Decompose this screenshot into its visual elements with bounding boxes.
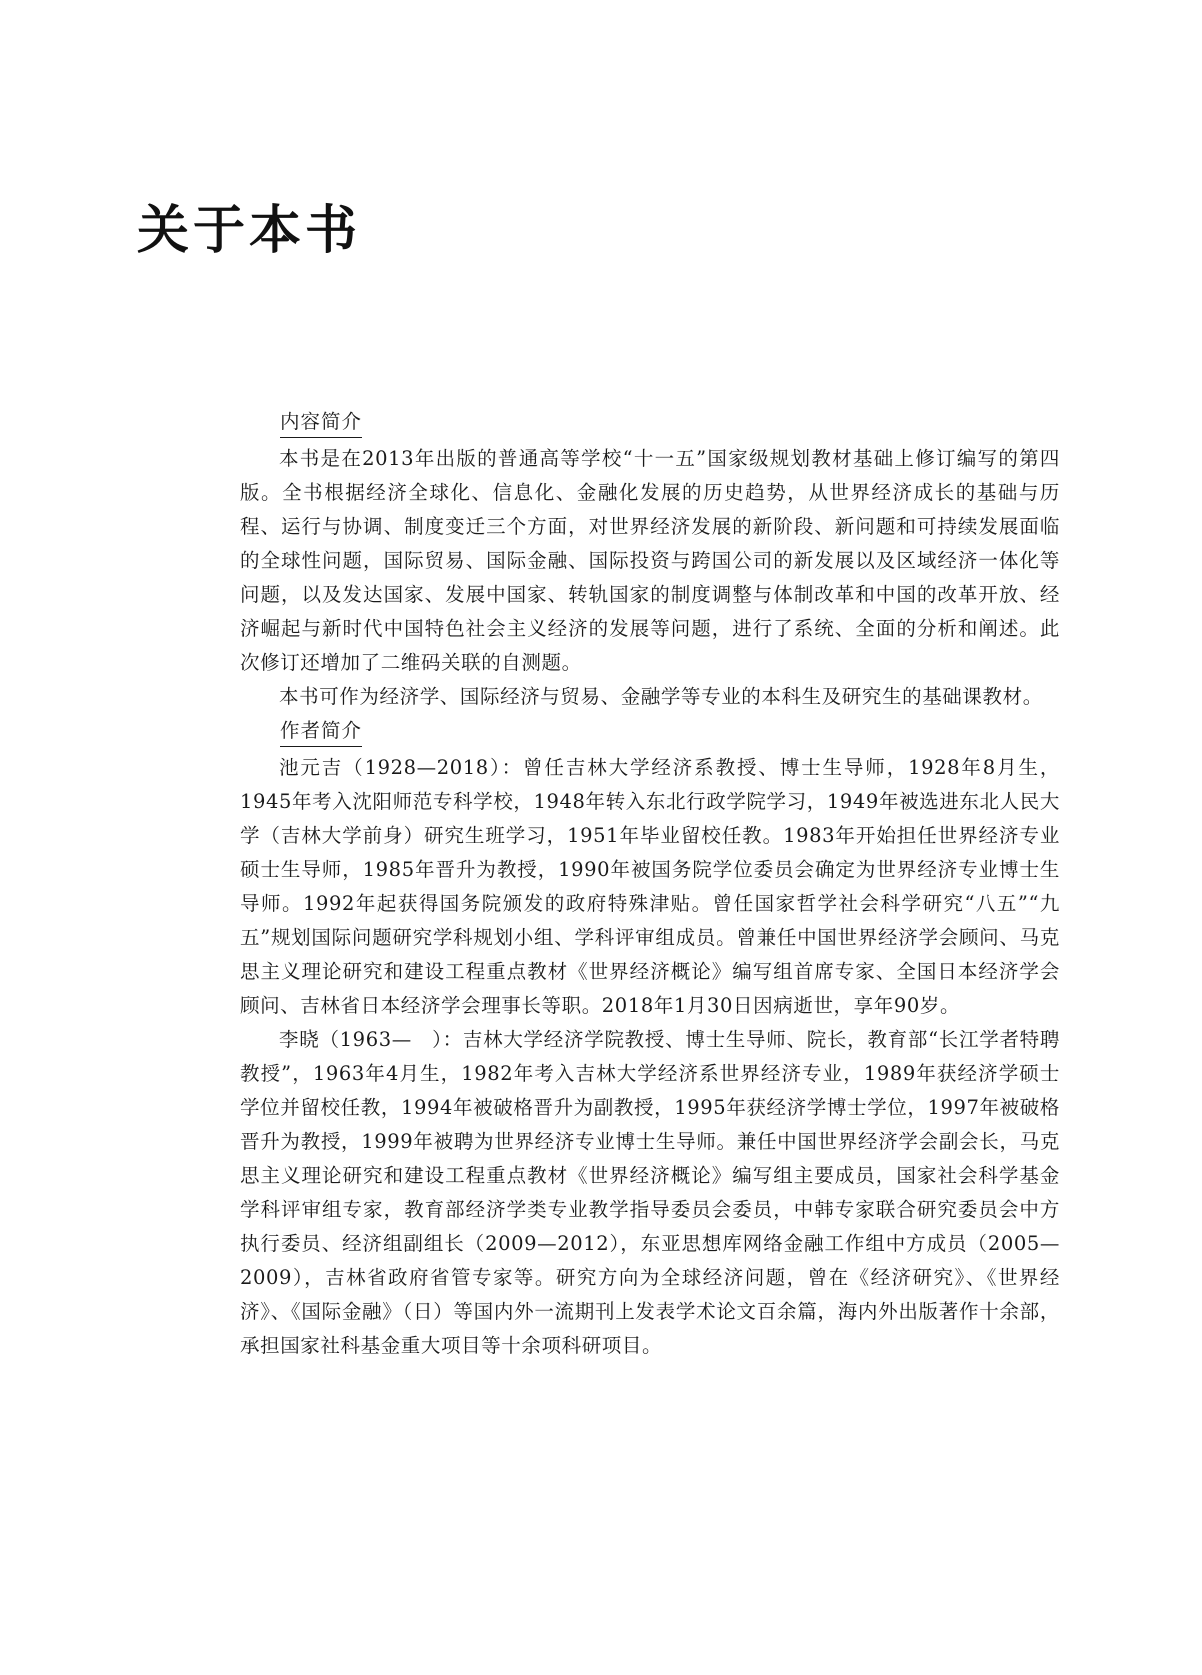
intro-heading: 内容简介 — [280, 407, 362, 438]
intro-section — [240, 405, 1060, 714]
intro-paragraph: 本书可作为经济学、国际经济与贸易、金融学等专业的本科生及研究生的基础课教材。 — [279, 685, 1043, 708]
author-bio-li-xiao: 李晓（1963— ）：吉林大学经济学院教授、博士生导师、院长，教育部“长江学者特聘教授”，1963年4月生，1982年考入吉林大学经济系世界经济专业，1989年获经济学硕士学位并留校任教，1994年被破格晋升为副教授，1995年获经济学博士学位，1997年被破格晋升为教授，1999年被聘为世界经济专业博士生导师。兼任中国世界经济学会副会长，马克思主义理论研究和建设工程重点教材《世界经济概论》编写组主要成员，国家社会科学基金学科评审组专家，教育部经济学类专业教学指导委员会委员，中韩专家联合研究委员会中方执行委员、经济组副组长（2009—2012），东亚思想库网络金融工作组中方成员（2005—2009），吉林省政府省管专家等。研究方向为全球经济问题，曾在《经济研究》、《世界经济》、《国际金融》（日）等国内外一流期刊上发表学术论文百余篇，海内外出版著作十余部，承担国家社科基金重大项目等十余项科研项目。 — [240, 1028, 1060, 1357]
authors-heading: 作者简介 — [280, 716, 362, 747]
intro-paragraph: 本书是在2013年出版的普通高等学校“十一五”国家级规划教材基础上修订编写的第四版。全书根据经济全球化、信息化、金融化发展的历史趋势，从世界经济成长的基础与历程、运行与协调、制度变迁三个方面，对世界经济发展的新阶段、新问题和可持续发展面临的全球性问题，国际贸易、国际金融、国际投资与跨国公司的新发展以及区域经济一体化等问题，以及发达国家、发展中国家、转轨国家的制度调整与体制改革和中国的改革开放、经济崛起与新时代中国特色社会主义经济的发展等问题，进行了系统、全面的分析和阐述。此次修订还增加了二维码关联的自测题。 — [240, 447, 1060, 674]
authors-section — [240, 714, 1060, 1363]
page-content — [240, 405, 1060, 1363]
author-bio-chi-yuanji: 池元吉（1928—2018）：曾任吉林大学经济系教授、博士生导师，1928年8月生，1945年考入沈阳师范专科学校，1948年转入东北行政学院学习，1949年被选进东北人民大学（吉林大学前身）研究生班学习，1951年毕业留校任教。1983年开始担任世界经济专业硕士生导师，1985年晋升为教授，1990年被国务院学位委员会确定为世界经济专业博士生导师。1992年起获得国务院颁发的政府特殊津贴。曾任国家哲学社会科学研究“八五”“九五”规划国际问题研究学科规划小组、学科评审组成员。曾兼任中国世界经济学会顾问、马克思主义理论研究和建设工程重点教材《世界经济概论》编写组首席专家、全国日本经济学会顾问、吉林省日本经济学会理事长等职。2018年1月30日因病逝世，享年90岁。 — [240, 756, 1060, 1017]
page-title: 关于本书 — [137, 201, 362, 261]
